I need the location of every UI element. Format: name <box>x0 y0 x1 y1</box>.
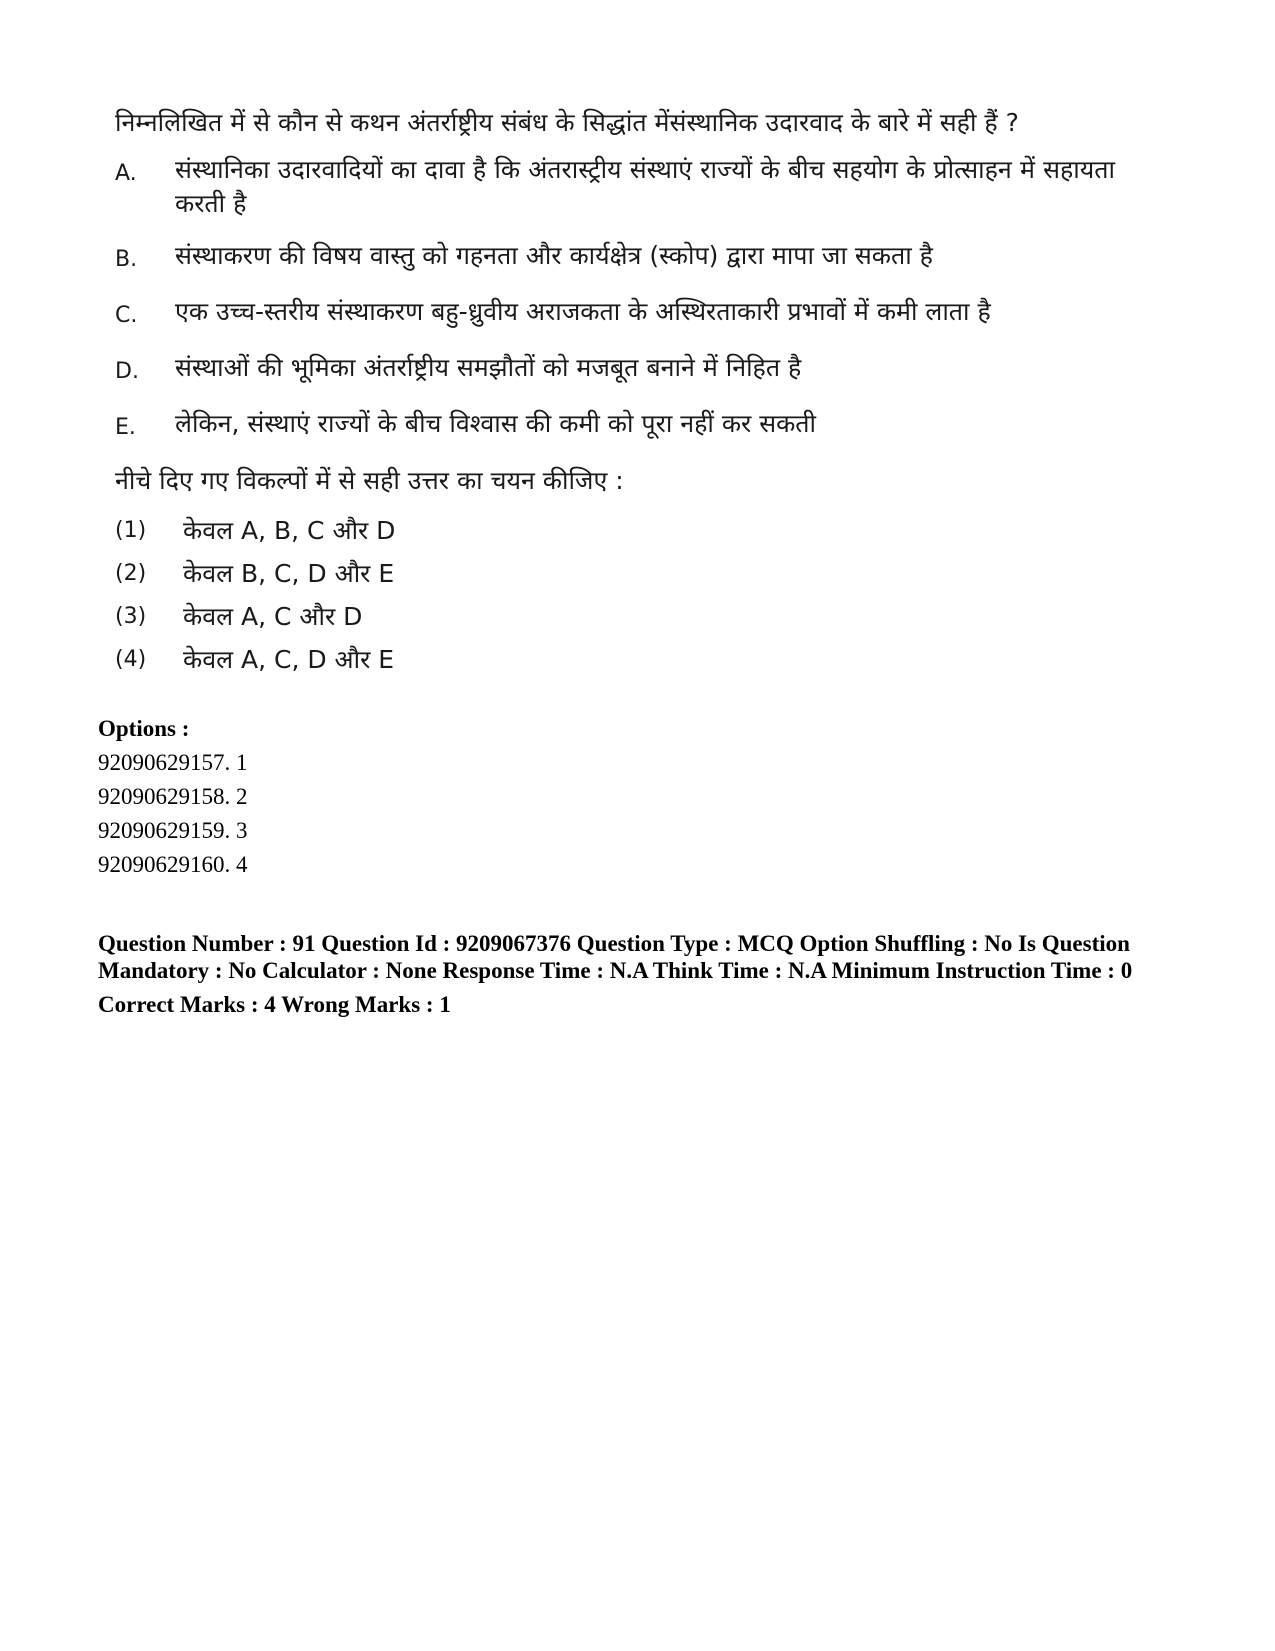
statement-text: संस्थाकरण की विषय वास्तु को गहनता और कार्यक्षेत्र (स्कोप) द्वारा मापा जा सकता है <box>175 241 933 270</box>
statement-e <box>115 407 1115 445</box>
choice-number: (2) <box>115 561 147 586</box>
statement-label: A. <box>115 161 137 186</box>
statement-text: संस्थाओं की भूमिका अंतर्राष्ट्रीय समझौतों को मजबूत बनाने में निहित है <box>175 353 802 382</box>
question-image <box>115 105 1115 685</box>
instruction-text: नीचे दिए गए विकल्पों में से सही उत्तर का चयन कीजिए : <box>115 466 624 495</box>
question-meta <box>98 712 1178 1020</box>
choice-number: (1) <box>115 518 147 543</box>
choice-2 <box>115 556 1115 592</box>
statement-c <box>115 295 1115 333</box>
option-item: 92090629158. 2 <box>98 784 248 809</box>
statement-b <box>115 239 1115 277</box>
choice-text: केवल B, C, D और E <box>183 559 395 588</box>
choice-text: केवल A, C, D और E <box>183 645 395 674</box>
choice-number: (3) <box>115 604 147 629</box>
statement-a <box>115 153 1115 221</box>
option-item: 92090629159. 3 <box>98 818 248 843</box>
choice-1 <box>115 513 1115 549</box>
statement-label: E. <box>115 415 136 440</box>
choice-text: केवल A, C और D <box>183 602 363 631</box>
option-item: 92090629157. 1 <box>98 750 248 775</box>
options-heading: Options : <box>98 716 190 741</box>
statement-label: C. <box>115 303 138 328</box>
statement-d <box>115 351 1115 389</box>
statement-label: D. <box>115 359 139 384</box>
statement-text: एक उच्च-स्तरीय संस्थाकरण बहु-ध्रुवीय अराजकता के अस्थिरताकारी प्रभावों में कमी लाता है <box>175 297 991 326</box>
option-item: 92090629160. 4 <box>98 852 248 877</box>
statement-text: लेकिन, संस्थाएं राज्यों के बीच विश्वास की कमी को पूरा नहीं कर सकती <box>175 409 817 438</box>
choice-number: (4) <box>115 647 147 672</box>
statement-label: B. <box>115 247 138 272</box>
marks-info: Correct Marks : 4 Wrong Marks : 1 <box>98 992 451 1017</box>
choice-text: केवल A, B, C और D <box>183 516 396 545</box>
choice-3 <box>115 599 1115 635</box>
question-details: Question Number : 91 Question Id : 9209067376 Question Type : MCQ Option Shuffling : No Is Question Mandatory : No Calculator : None Response Time : N.A Think Time : N.A Minimum Instruction Time : 0 <box>98 931 1133 983</box>
statement-text: संस्थानिका उदारवादियों का दावा है कि अंतरास्ट्रीय संस्थाएं राज्यों के बीच सहयोग के प्रोत्साहन में सहायता करती है <box>175 155 1115 218</box>
question-title: निम्नलिखित में से कौन से कथन अंतर्राष्ट्रीय संबंध के सिद्धांत मेंसंस्थानिक उदारवाद के बारे में सही हैं ? <box>115 108 1019 137</box>
choice-4 <box>115 642 1115 678</box>
